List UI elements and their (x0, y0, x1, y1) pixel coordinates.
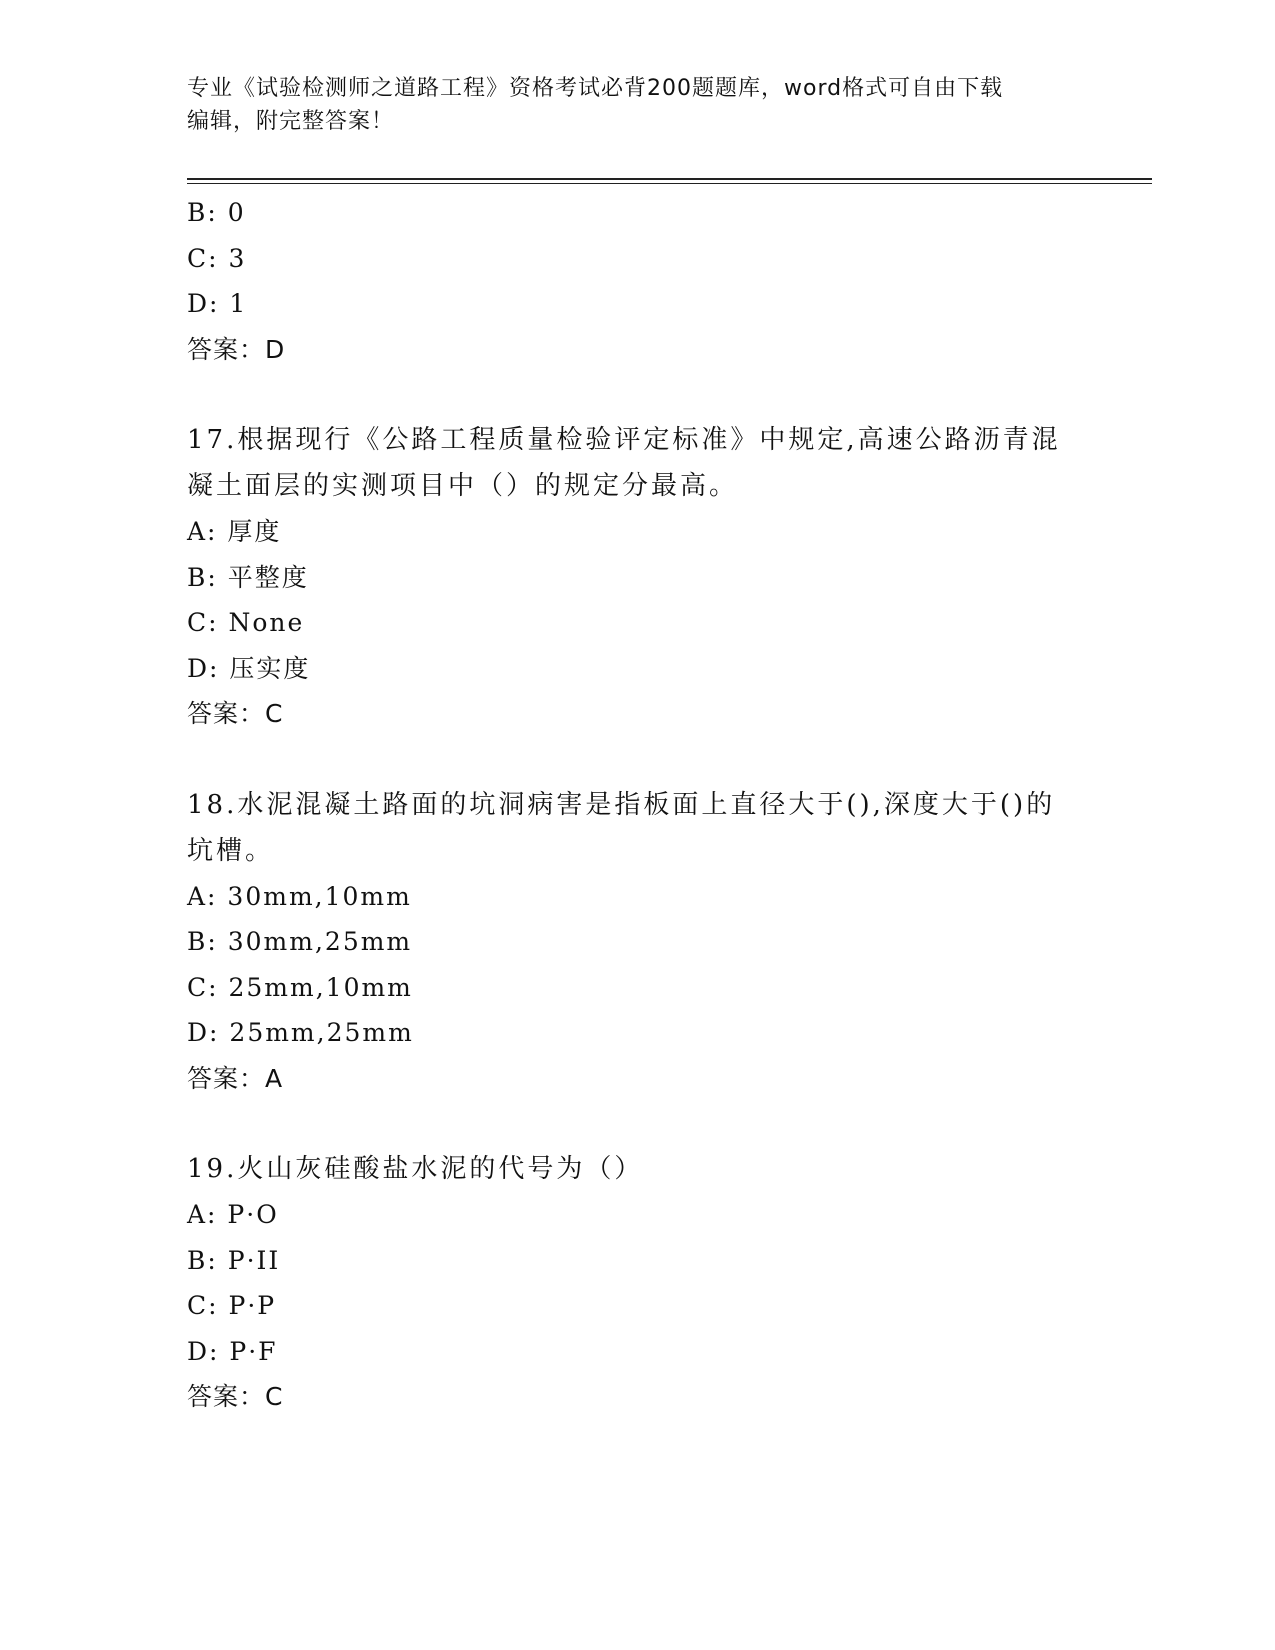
option-c: C: 3 (187, 243, 247, 273)
option-c: C: None (187, 608, 305, 637)
question-stem-line-1: 17.根据现行《公路工程质量检验评定标准》中规定,高速公路沥青混 (187, 425, 1061, 455)
option-a: A: 30mm,10mm (187, 881, 412, 911)
spacer (187, 372, 1067, 417)
question-19 (187, 1146, 1067, 1420)
question-stem-line-1: 19.火山灰硅酸盐水泥的代号为（） (187, 1154, 644, 1184)
page-header (187, 72, 1087, 138)
question-18 (187, 782, 1067, 1102)
option-a: A: 厚度 (187, 517, 282, 546)
answer-text: 答案：C (187, 1382, 284, 1411)
option-d: D: P·F (187, 1336, 278, 1366)
header-title-line-2: 编辑，附完整答案！ (187, 109, 395, 134)
option-c: C: P·P (187, 1291, 277, 1320)
question-stem-line-2: 坑槽。 (187, 835, 275, 866)
answer-text: 答案：C (187, 699, 284, 728)
answer-text: 答案：D (187, 334, 286, 364)
question-stem-line-1: 18.水泥混凝土路面的坑洞病害是指板面上直径大于(),深度大于()的 (187, 789, 1056, 820)
question-stem-line-2: 凝土面层的实测项目中（）的规定分最高。 (187, 471, 739, 501)
option-d: D: 1 (187, 289, 248, 318)
option-d: D: 压实度 (187, 653, 311, 683)
option-b: B: P·II (187, 1245, 281, 1275)
option-d: D: 25mm,25mm (187, 1018, 414, 1047)
question-content (187, 190, 1067, 1420)
question-fragment (187, 190, 1067, 372)
header-title-line-1: 专业《试验检测师之道路工程》资格考试必背200题题库，word格式可自由下载 (187, 76, 1004, 101)
option-b: B: 0 (187, 198, 246, 227)
header-divider-thick (187, 178, 1152, 180)
option-c: C: 25mm,10mm (187, 972, 413, 1002)
header-divider-thin (187, 183, 1152, 184)
question-17 (187, 417, 1067, 737)
spacer (187, 1101, 1067, 1146)
option-a: A: P·O (187, 1200, 279, 1229)
option-b: B: 平整度 (187, 562, 309, 592)
answer-text: 答案：A (187, 1063, 284, 1093)
option-b: B: 30mm,25mm (187, 927, 413, 956)
spacer (187, 737, 1067, 782)
